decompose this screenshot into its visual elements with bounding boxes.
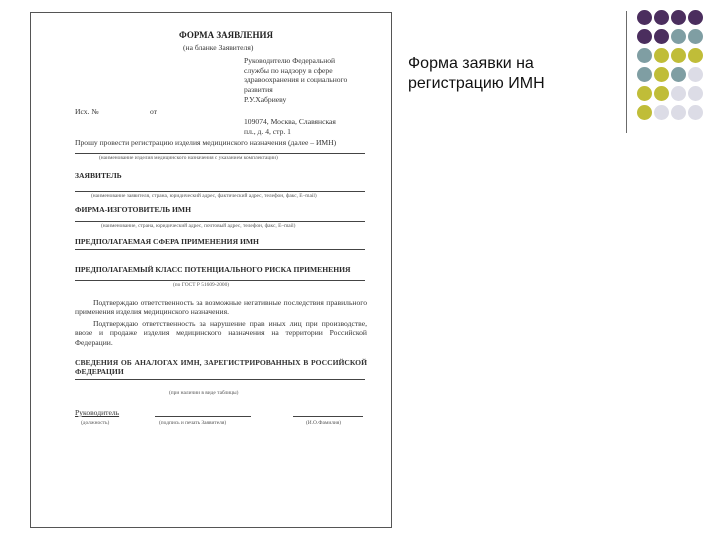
caption-analogs: (при наличии в виде таблицы) (169, 390, 239, 396)
decorative-dot (637, 86, 652, 101)
decorative-dot (637, 48, 652, 63)
decorative-dot (637, 10, 652, 25)
decorative-dot (688, 67, 703, 82)
form-subtitle: (на бланке Заявителя) (183, 43, 254, 52)
decorative-dot (654, 105, 669, 120)
decorative-dot (688, 29, 703, 44)
signature-line (155, 416, 251, 417)
decorative-dot (671, 48, 686, 63)
risk-label: ПРЕДПОЛАГАЕМЫЙ КЛАСС ПОТЕНЦИАЛЬНОГО РИСКА ПРИМЕНЕНИЯ (75, 265, 351, 274)
decorative-dot (688, 10, 703, 25)
analogs-line (75, 379, 365, 380)
caption-risk: (по ГОСТ Р 51609-2000) (173, 282, 230, 288)
decorative-dot (671, 29, 686, 44)
caption-name: (И.О.Фамилия) (306, 420, 342, 426)
request-text: Прошу провести регистрацию изделия медицинского назначения (далее – ИМН) (75, 138, 337, 147)
decorative-dot (671, 105, 686, 120)
decorative-dot (654, 86, 669, 101)
confirm-paragraph-2: Подтверждаю ответственность за нарушение прав иных лиц при производстве, ввозе и продаже изделия медицинского назначения на территории Российской Федерации. (75, 319, 367, 347)
scope-line (75, 249, 365, 250)
decorative-dot (671, 10, 686, 25)
analogs-label: СВЕДЕНИЯ ОБ АНАЛОГАХ ИМН, ЗАРЕГИСТРИРОВАННЫХ В РОССИЙСКОЙ ФЕДЕРАЦИИ (75, 358, 367, 377)
addressee-line-4: развития (244, 84, 273, 94)
decorative-dot (671, 86, 686, 101)
decorative-dot (637, 29, 652, 44)
decorative-dot (688, 105, 703, 120)
ref-date-label: от (150, 107, 158, 116)
form-title: ФОРМА ЗАЯВЛЕНИЯ (179, 30, 274, 40)
applicant-line (75, 191, 365, 192)
applicant-label: ЗАЯВИТЕЛЬ (75, 171, 122, 180)
head-label: Руководитель (75, 408, 120, 417)
product-name-line (75, 153, 365, 154)
decorative-dot (654, 48, 669, 63)
manufacturer-line (75, 221, 365, 222)
decorative-dot (654, 67, 669, 82)
slide-title: Форма заявки на регистрацию ИМН (408, 55, 545, 92)
caption-position: (должность) (81, 420, 110, 426)
addressee-line-3: здравоохранения и социального (244, 75, 348, 84)
decorative-dot (637, 105, 652, 120)
decorative-dot (671, 67, 686, 82)
caption-product: (наименование изделия медицинского назначения с указанием комплектации) (99, 155, 278, 161)
caption-manufacturer: (наименование, страна, юридический адрес, почтовый адрес, телефон, факс, E–mail) (101, 223, 296, 229)
scope-label: ПРЕДПОЛАГАЕМАЯ СФЕРА ПРИМЕНЕНИЯ ИМН (75, 237, 259, 246)
decorative-dot (688, 86, 703, 101)
caption-applicant: (наименование заявителя, страна, юридический адрес, фактический адрес, телефон, факс, E–mail) (91, 193, 317, 199)
addressee-line-5: Р.У.Хабриеву (244, 95, 287, 104)
address-line-1: 109074, Москва, Славянская (244, 117, 336, 126)
manufacturer-label: ФИРМА-ИЗГОТОВИТЕЛЬ ИМН (75, 205, 191, 214)
decorative-dot (654, 10, 669, 25)
vertical-divider (626, 11, 627, 133)
risk-line (75, 280, 365, 281)
decorative-dot (654, 29, 669, 44)
confirm-paragraph-1: Подтверждаю ответственность за возможные негативные последствия правильного применения изделия медицинского назначения. (75, 298, 367, 317)
caption-signature: (подпись и печать Заявителя) (159, 420, 227, 426)
address-line-2: пл., д. 4, стр. 1 (244, 127, 291, 136)
application-form-scan (30, 12, 392, 528)
ref-number-label: Исх. № (75, 107, 99, 116)
addressee-line-2: службы по надзору в сфере (244, 65, 333, 75)
decorative-dot (637, 67, 652, 82)
name-line (293, 416, 363, 417)
decorative-dot (688, 48, 703, 63)
addressee-line-1: Руководителю Федеральной (244, 56, 336, 65)
